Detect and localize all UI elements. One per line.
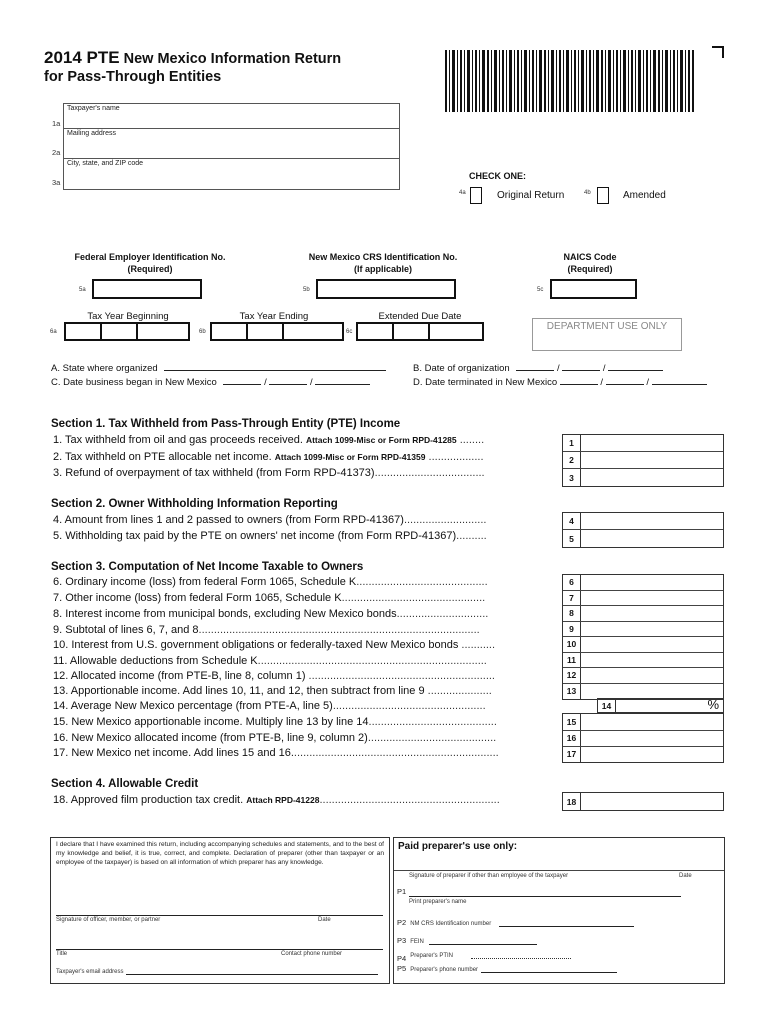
line-3-input[interactable] [581, 469, 723, 486]
contact-phone-label: Contact phone number [281, 951, 343, 957]
ptin-input[interactable] [471, 958, 571, 959]
line-number-4b: 4b [584, 190, 591, 196]
extended-due-date-input[interactable] [356, 322, 484, 341]
preparer-signature-line[interactable] [394, 870, 724, 871]
department-use-only-box: DEPARTMENT USE ONLY [532, 318, 682, 351]
line-number: 8 [563, 606, 581, 621]
amount-row-7 [563, 591, 723, 607]
date-terminated-month[interactable] [560, 384, 598, 385]
taxpayer-name-field[interactable] [64, 104, 399, 129]
mailing-address-field[interactable] [64, 129, 399, 159]
date-terminated-day[interactable] [606, 384, 644, 385]
begin-day-field[interactable] [102, 324, 138, 339]
line-12-input[interactable] [581, 668, 723, 683]
paid-preparer-title: Paid preparer's use only: [398, 841, 518, 852]
line-number: 3 [563, 469, 581, 486]
begin-month-field[interactable] [66, 324, 102, 339]
line-5-input[interactable] [581, 530, 723, 547]
line-p3: P3 [397, 936, 407, 945]
line-number: 13 [563, 684, 581, 700]
line-number-4a: 4a [459, 190, 466, 196]
line-13-input[interactable] [581, 684, 723, 700]
mailing-address-label: Mailing address [67, 130, 117, 137]
amount-row-16 [563, 731, 723, 747]
line-16-input[interactable] [581, 731, 723, 746]
line-1-input[interactable] [581, 435, 723, 451]
slash: / [556, 363, 560, 374]
line-18: 18. Approved film production tax credit. Attach RPD-41228........................................................... [53, 794, 500, 806]
end-month-field[interactable] [212, 324, 248, 339]
original-return-checkbox[interactable] [470, 187, 482, 204]
nm-crs-input[interactable] [499, 926, 634, 927]
crs-title: New Mexico CRS Identification No. [308, 252, 458, 262]
preparer-phone-label: Preparer's phone number [410, 967, 479, 973]
amount-row-11 [563, 653, 723, 669]
line-number: 10 [563, 637, 581, 652]
amount-row-8 [563, 606, 723, 622]
crs-id-input[interactable] [316, 279, 456, 299]
line-number-6a: 6a [50, 329, 57, 335]
line-number: 16 [563, 731, 581, 746]
amount-row-9 [563, 622, 723, 638]
declaration-box [50, 837, 390, 984]
line-18-input[interactable] [581, 793, 723, 810]
line-6-input[interactable] [581, 575, 723, 590]
city-state-zip-label: City, state, and ZIP code [67, 160, 144, 167]
line-15-input[interactable] [581, 714, 723, 730]
line-number: 7 [563, 591, 581, 606]
preparer-date-label: Date [679, 873, 692, 879]
line-number: 15 [563, 714, 581, 730]
preparer-fein-input[interactable] [429, 944, 537, 945]
section-4-title: Section 4. Allowable Credit [51, 778, 199, 790]
section-2-title: Section 2. Owner Withholding Information Reporting [51, 498, 338, 510]
line-1: 1. Tax withheld from oil and gas proceeds received. Attach 1099-Misc or Form RPD-41285 ........ [53, 434, 485, 446]
title-line[interactable] [56, 949, 383, 957]
form-title-line2: for Pass-Through Entities [44, 69, 222, 85]
date-organization-day[interactable] [562, 370, 600, 371]
line-14-input[interactable] [616, 699, 723, 712]
line-p5: P5 [397, 964, 407, 973]
section-1-title: Section 1. Tax Withheld from Pass-Through Entity (PTE) Income [51, 418, 401, 430]
fein-sub: (Required) [127, 264, 173, 274]
line-7-input[interactable] [581, 591, 723, 606]
ptin-row [397, 950, 571, 963]
date-label: Date [318, 917, 331, 923]
line-9-input[interactable] [581, 622, 723, 637]
tax-year-beginning-input[interactable] [64, 322, 190, 341]
slash: / [264, 377, 267, 388]
address-box [63, 103, 400, 190]
extended-year-field[interactable] [430, 324, 482, 339]
line-8: 8. Interest income from municipal bonds, excluding New Mexico bonds.............................. [53, 608, 489, 620]
date-began-day[interactable] [269, 384, 307, 385]
line-number-5a: 5a [79, 287, 86, 293]
naics-code-input[interactable] [550, 279, 637, 299]
fein-row [397, 936, 537, 945]
line-6: 6. Ordinary income (loss) from federal Form 1065, Schedule K........................................... [53, 576, 488, 588]
print-name-input[interactable] [409, 896, 681, 897]
section-1-amounts [562, 434, 724, 487]
line-number-5c: 5c [537, 287, 544, 293]
section-2-amounts [562, 512, 724, 548]
form-title-line1: New Mexico Information Return [123, 51, 342, 67]
question-d [413, 377, 707, 388]
line-17-input[interactable] [581, 747, 723, 763]
nm-crs-label: NM CRS Identification number [410, 921, 492, 927]
naics-sub: (Required) [567, 264, 613, 274]
date-began-year[interactable] [315, 384, 370, 385]
corner-mark [712, 46, 724, 58]
print-name-label: Print preparer's name [409, 899, 467, 905]
date-terminated-year[interactable] [652, 384, 707, 385]
original-return-label: Original Return [497, 190, 565, 201]
line-number-2a: 2a [52, 148, 61, 157]
crs-header [288, 251, 478, 275]
tax-year-ending-label: Tax Year Ending [239, 311, 309, 322]
line-number-6b: 6b [199, 329, 206, 335]
barcode-icon [445, 50, 695, 112]
amount-row-10 [563, 637, 723, 653]
email-row [56, 969, 378, 975]
line-number: 5 [563, 530, 581, 547]
line-number-3a: 3a [52, 178, 61, 187]
line-number: 2 [563, 452, 581, 468]
amount-row-12 [563, 668, 723, 684]
line-13: 13. Apportionable income. Add lines 10, 11, and 12, then subtract from line 9 ..................... [53, 685, 492, 697]
form-year: 2014 PTE [44, 48, 120, 67]
date-organization-month[interactable] [516, 370, 554, 371]
date-began-month[interactable] [223, 384, 261, 385]
line-4: 4. Amount from lines 1 and 2 passed to owners (from Form RPD-41367)........................... [53, 514, 487, 526]
extended-month-field[interactable] [358, 324, 394, 339]
slash: / [602, 363, 606, 374]
line-p4: P4 [397, 954, 407, 963]
tax-year-ending-input[interactable] [210, 322, 344, 341]
form-title [44, 48, 341, 68]
line-2: 2. Tax withheld on PTE allocable net income. Attach 1099-Misc or Form RPD-41359 .................. [53, 451, 484, 463]
amount-row-1 [563, 435, 723, 452]
line-10: 10. Interest from U.S. government obligations or federally-taxed New Mexico bonds ........... [53, 639, 496, 651]
crs-row [397, 918, 634, 927]
email-label: Taxpayer's email address [56, 969, 124, 975]
city-state-zip-field[interactable] [64, 159, 399, 190]
taxpayer-name-label: Taxpayer's name [67, 105, 120, 112]
state-organized-input[interactable] [164, 370, 386, 371]
line-number: 14 [597, 699, 616, 712]
amount-row-15 [563, 714, 723, 731]
naics-title: NAICS Code [563, 252, 617, 262]
question-a [51, 363, 386, 374]
line-11: 11. Allowable deductions from Schedule K........................................................................... [53, 655, 487, 667]
line-16: 16. New Mexico allocated income (from PTE-B, line 9, column 2).......................................... [53, 732, 497, 744]
line-12: 12. Allocated income (from PTE-B, line 8, column 1) ............................................................. [53, 670, 495, 682]
percent-sign: % [707, 697, 719, 712]
date-terminated-label: D. Date terminated in New Mexico [413, 377, 558, 388]
line-11-input[interactable] [581, 653, 723, 668]
line-number: 17 [563, 747, 581, 763]
amended-checkbox[interactable] [597, 187, 609, 204]
fein-label: FEIN [410, 939, 424, 945]
title-label: Title [56, 951, 68, 957]
date-organization-year[interactable] [608, 370, 663, 371]
date-began-label: C. Date business began in New Mexico [51, 377, 217, 388]
section-4-amounts [562, 792, 724, 811]
preparer-signature-label: Signature of preparer if other than employee of the taxpayer [409, 873, 569, 879]
naics-header [540, 251, 640, 275]
question-c [51, 377, 370, 388]
declaration-text: I declare that I have examined this return, including accompanying schedules and statements, and to the best of my knowledge and belief, it is true, correct, and complete. Declaration of preparer (other than taxpayer or an employee of the taxpayer) is based on all information of which preparer has any knowledge. [56, 841, 384, 866]
amount-row-17 [563, 747, 723, 763]
amount-row-2 [563, 452, 723, 469]
fein-input[interactable] [92, 279, 202, 299]
amount-row-4 [563, 513, 723, 530]
line-3: 3. Refund of overpayment of tax withheld (from Form RPD-41373).................................... [53, 467, 485, 479]
line-number: 4 [563, 513, 581, 529]
line-15: 15. New Mexico apportionable income. Multiply line 13 by line 14.......................................... [53, 716, 497, 728]
begin-year-field[interactable] [138, 324, 188, 339]
fein-title: Federal Employer Identification No. [74, 252, 226, 262]
amended-label: Amended [623, 190, 666, 201]
line-number: 18 [563, 793, 581, 810]
end-day-field[interactable] [248, 324, 284, 339]
line-number-6c: 6c [346, 329, 353, 335]
slash: / [310, 377, 313, 388]
line-17: 17. New Mexico net income. Add lines 15 and 16.................................................................... [53, 747, 499, 759]
question-b [413, 363, 663, 374]
line-number-5b: 5b [303, 287, 310, 293]
slash: / [646, 377, 649, 388]
section-3-amounts-a [562, 574, 724, 700]
line-number: 12 [563, 668, 581, 683]
amount-row-3 [563, 469, 723, 486]
line-number-1a: 1a [52, 119, 61, 128]
line-14-row [597, 698, 724, 713]
line-10-input[interactable] [581, 637, 723, 652]
ptin-label: Preparer's PTIN [410, 953, 454, 959]
line-14: 14. Average New Mexico percentage (from PTE-A, line 5).................................................. [53, 700, 486, 712]
line-7: 7. Other income (loss) from federal Form 1065, Schedule K............................................... [53, 592, 486, 604]
date-organization-label: B. Date of organization [413, 363, 510, 374]
line-number: 1 [563, 435, 581, 451]
end-year-field[interactable] [284, 324, 342, 339]
slash: / [600, 377, 604, 388]
officer-signature-line[interactable] [56, 915, 383, 923]
preparer-phone-input[interactable] [481, 972, 617, 973]
email-input[interactable] [126, 974, 378, 975]
section-3-amounts-b [562, 713, 724, 763]
section-3-title: Section 3. Computation of Net Income Taxable to Owners [51, 561, 364, 573]
line-number: 9 [563, 622, 581, 637]
line-2-input[interactable] [581, 452, 723, 468]
preparer-phone-row [397, 964, 617, 973]
line-8-input[interactable] [581, 606, 723, 621]
line-p1: P1 [397, 887, 407, 896]
signature-label: Signature of officer, member, or partner [56, 917, 161, 923]
line-number: 6 [563, 575, 581, 590]
line-9: 9. Subtotal of lines 6, 7, and 8............................................................................................ [53, 624, 480, 636]
crs-sub: (If applicable) [353, 264, 412, 274]
fein-header [55, 251, 245, 275]
check-one-label: CHECK ONE: [469, 171, 527, 181]
paid-preparer-box [393, 837, 725, 984]
extended-due-date-label: Extended Due Date [378, 311, 462, 322]
line-5: 5. Withholding tax paid by the PTE on owners' net income (from Form RPD-41367).......... [53, 530, 487, 542]
extended-day-field[interactable] [394, 324, 430, 339]
line-number: 11 [563, 653, 581, 668]
tax-year-beginning-label: Tax Year Beginning [87, 311, 169, 322]
amount-row-13 [563, 684, 723, 700]
amount-row-18 [563, 793, 723, 810]
line-4-input[interactable] [581, 513, 723, 529]
amount-row-5 [563, 530, 723, 547]
line-p2: P2 [397, 918, 407, 927]
state-organized-label: A. State where organized [51, 363, 158, 374]
amount-row-6 [563, 575, 723, 591]
